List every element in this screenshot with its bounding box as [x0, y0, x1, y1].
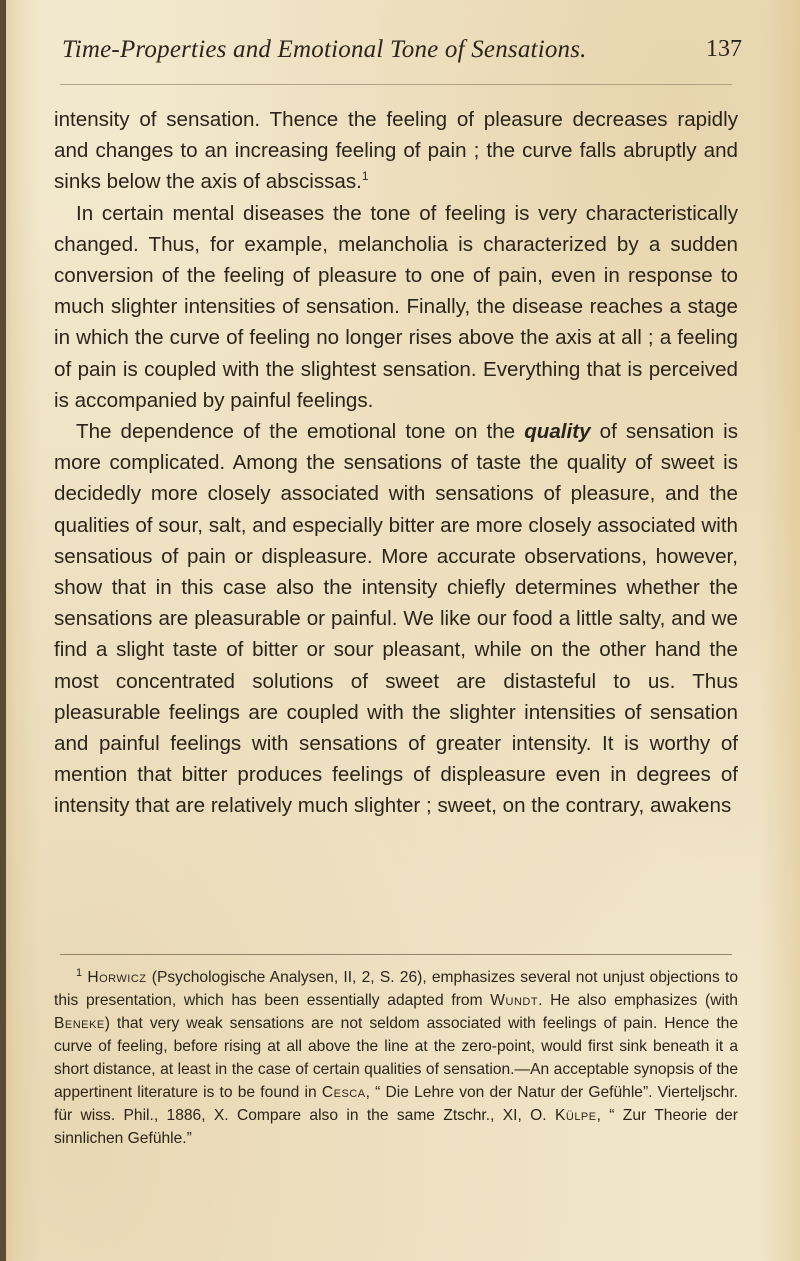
header-rule — [60, 84, 732, 85]
footnote-text-2: . He also emphasizes (with — [538, 992, 738, 1009]
footnote-mark: 1 — [76, 966, 83, 979]
paragraph-3-before: The dependence of the emotional tone on the — [76, 420, 525, 444]
page-header — [62, 36, 742, 76]
paragraph-2: In certain mental diseases the tone of feeling is very characteristically changed. Thus, for example, melancholia is characterized by a sudden conversion of the feeling of pleasure to one of pain, even in response to much slighter intensities of sensation. Finally, the disease reaches a stage in which the curve of feeling no longer rises above the axis at all ; a feeling of pain is coupled with the slightest sensation. Everything that is perceived is accompanied by painful feelings. — [54, 201, 738, 412]
footnote-text-3: ) that very weak sensations are not seldom associated with feelings of pain. Hence the curve of feeling, before rising at all above the line at the zero-point, would first sink beneath it a short distance, at least in the case of certain qualities of sensation.—An acceptable synopsis of the appertinent literature is to be found in — [54, 1015, 738, 1101]
author-kulpe: Külpe — [554, 1107, 597, 1124]
paragraph-1 — [54, 104, 738, 198]
paragraph-1-text: intensity of sensation. Thence the feeling of pleasure decreases rapidly and changes to an increasing feeling of pain ; the curve falls abruptly and sinks below the axis of abscissas. — [54, 108, 738, 194]
footnote-text-1: (Psychologische Analysen, II, 2, S. 26), emphasizes several not unjust objections to this presentation, which has been essentially adapted from — [54, 969, 738, 1009]
page-binding-edge — [0, 0, 6, 1261]
footnote-text-4: , “ Die Lehre von der Natur der Gefühle”. Vierteljschr. für wiss. Phil., 1886, X. Compare also in the same Ztschr., XI, O. — [54, 1084, 739, 1124]
footnote-paragraph — [54, 966, 738, 1150]
footnote-text-5: , “ Zur Theorie der sinnlichen Gefühle.” — [54, 1107, 738, 1147]
author-beneke: Beneke — [54, 1015, 105, 1032]
footnote — [54, 966, 738, 1150]
emphasized-word: quality — [524, 420, 591, 444]
author-horwicz: Horwicz — [87, 969, 147, 986]
footnote-reference: 1 — [361, 169, 369, 184]
main-text — [54, 104, 738, 822]
paragraph-3-after: of sensation is more complicated. Among the sensations of taste the quality of sweet is decidedly more closely associated with sensations of pleasure, and the qualities of sour, salt, and especially bitter are more closely associated with sensatious of pain or displeasure. More accurate observations, however, show that in this case also the intensity chiefly determines whether the sensations are pleasurable or painful. We like our food a little salty, and we find a slight taste of bitter or sour pleasant, while on the other hand the most concentrated solutions of sweet are distasteful to us. Thus pleasurable feelings are coupled with the slighter intensities of sensation and painful feelings with sensations of greater intensity. It is worthy of mention that bitter produces feelings of displeasure even in degrees of intensity that are relatively much slighter ; sweet, on the contrary, awakens — [54, 420, 738, 818]
page-number: 137 — [706, 36, 742, 62]
paragraph-3 — [54, 416, 738, 822]
author-wundt: Wundt — [490, 992, 539, 1009]
footnote-rule — [60, 954, 732, 955]
author-cesca: Cesca — [321, 1084, 366, 1101]
running-title: Time-Properties and Emotional Tone of Sensations. — [62, 36, 587, 63]
